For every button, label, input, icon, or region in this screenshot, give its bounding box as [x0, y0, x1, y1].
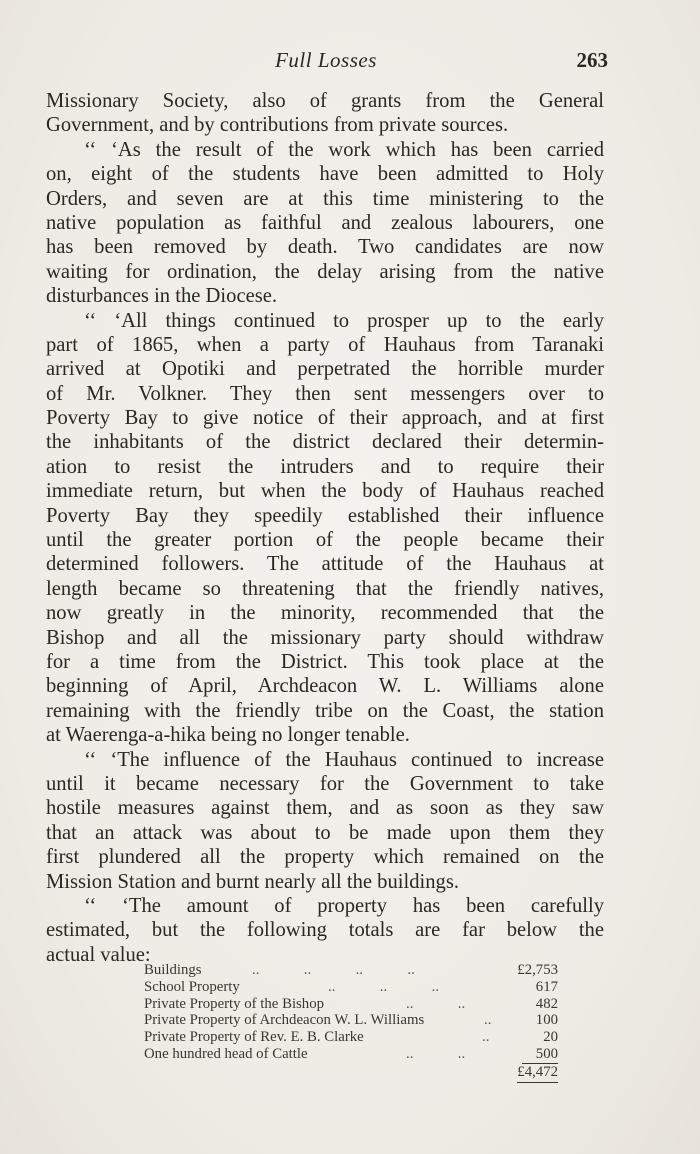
row-label: One hundred head of Cattle [144, 1045, 308, 1062]
text-line: Missionary Society, also of grants from the General [46, 90, 604, 112]
row-label: Private Property of Rev. E. B. Clarke [144, 1029, 364, 1046]
text-line: ation to resist the intruders and to require their [46, 455, 604, 478]
row-amount: £2,753 [517, 962, 558, 978]
text-line: ‘‘ ‘The influence of the Hauhaus continued to increase [84, 748, 604, 771]
text-line: of Mr. Volkner. They then sent messengers over to [46, 382, 604, 405]
text-line: estimated, but the following totals are far below the [46, 919, 604, 942]
leader-dots: .. .. .. [328, 978, 439, 995]
body-text [46, 89, 604, 967]
row-amount: 500 [522, 1046, 558, 1064]
text-line: Poverty Bay they speedily established their influence [46, 504, 604, 527]
row-label: Private Property of the Bishop [144, 995, 325, 1012]
text-line: ‘‘ ‘The amount of property has been carefully [84, 894, 604, 917]
table-row [144, 1012, 558, 1029]
text-line: disturbances in the Diocese. [46, 285, 278, 308]
text-line: actual value: [46, 943, 151, 966]
text-line: Orders, and seven are at this time ministering to the [46, 187, 604, 210]
text-line: until the greater portion of the people became their [46, 529, 604, 552]
text-line: ‘‘ ‘All things continued to prosper up to the early [84, 309, 604, 332]
text-line: first plundered all the property which remained on the [46, 846, 604, 869]
running-head [46, 48, 606, 78]
text-line: at Waerenga-a-hika being no longer tenable. [46, 724, 410, 747]
row-amount: 617 [535, 978, 558, 995]
text-line: determined followers. The attitude of the Hauhaus at [46, 553, 604, 576]
page-number: 263 [576, 48, 608, 72]
row-label: Private Property of Archdeacon W. L. Williams [144, 1012, 425, 1029]
leader-dots: .. .. [406, 995, 466, 1012]
text-line: the inhabitants of the district declared their determin- [46, 431, 604, 454]
table-row [144, 962, 558, 979]
leader-dots: .. .. .. .. [252, 962, 415, 978]
row-amount: 20 [543, 1029, 558, 1046]
row-label: Buildings [144, 962, 202, 978]
text-line: hostile measures against them, and as soon as they saw [46, 797, 604, 820]
losses-table [144, 962, 558, 1083]
text-line: Poverty Bay to give notice of their approach, and at first [46, 407, 604, 430]
text-line: that an attack was about to be made upon them they [46, 821, 604, 844]
text-line: remaining with the friendly tribe on the Coast, the station [46, 699, 604, 722]
text-line: beginning of April, Archdeacon W. L. Williams alone [46, 675, 604, 698]
table-row [144, 1046, 558, 1063]
row-amount: 100 [535, 1012, 558, 1029]
text-line: Government, and by contributions from private sources. [46, 114, 509, 137]
leader-dots: .. .. [406, 1045, 466, 1062]
text-line: now greatly in the minority, recommended that the [46, 602, 604, 625]
total-amount: £4,472 [517, 1063, 558, 1083]
text-line: immediate return, but when the body of Hauhaus reached [46, 480, 604, 503]
table-row [144, 996, 558, 1013]
text-line: Bishop and all the missionary party should withdraw [46, 626, 604, 649]
text-line: length became so threatening that the friendly natives, [46, 577, 604, 600]
leader-dots: .. [484, 1012, 492, 1029]
text-line: has been removed by death. Two candidates are now [46, 236, 604, 259]
text-line: arrived at Opotiki and perpetrated the horrible murder [46, 358, 604, 381]
running-title: Full Losses [275, 48, 377, 72]
text-line: ‘‘ ‘As the result of the work which has been carried [84, 138, 604, 161]
text-line: part of 1865, when a party of Hauhaus from Taranaki [46, 333, 604, 356]
text-line: native population as faithful and zealous labourers, one [46, 211, 604, 234]
text-line: Mission Station and burnt nearly all the buildings. [46, 870, 459, 893]
total-row [144, 1063, 558, 1083]
text-line: for a time from the District. This took place at the [46, 650, 604, 673]
table-row [144, 979, 558, 996]
text-line: on, eight of the students have been admitted to Holy [46, 163, 604, 186]
row-label: School Property [144, 978, 240, 995]
text-line: until it became necessary for the Government to take [46, 772, 604, 795]
leader-dots: .. [482, 1029, 490, 1046]
table-row [144, 1029, 558, 1046]
row-amount: 482 [535, 995, 558, 1012]
text-line: waiting for ordination, the delay arising from the native [46, 260, 604, 283]
